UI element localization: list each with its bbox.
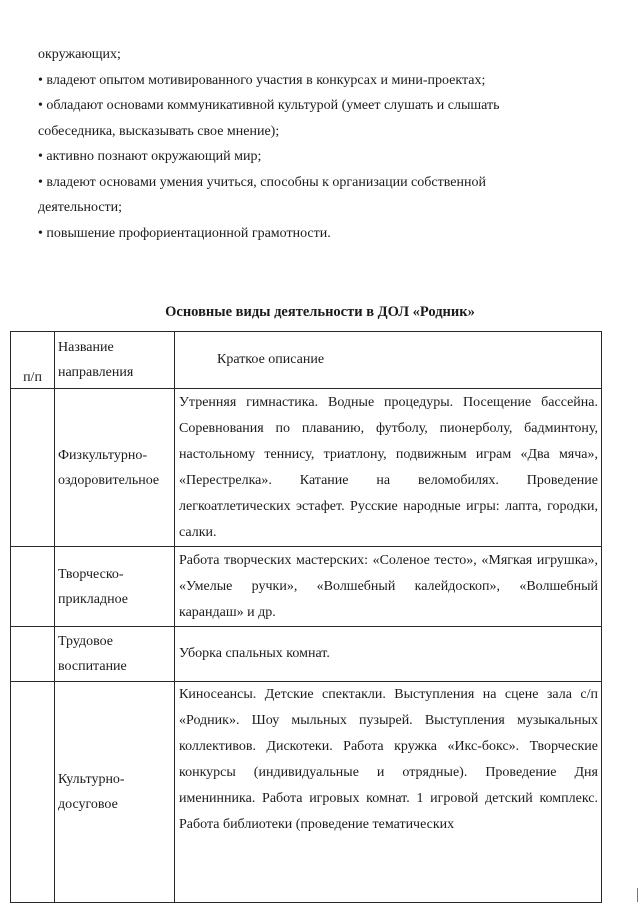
scan-edge-mark <box>637 888 638 902</box>
table-header-row <box>11 332 602 389</box>
intro-line: • активно познают окружающий мир; <box>38 149 262 164</box>
activities-table <box>10 331 602 903</box>
header-description: Краткое описание <box>175 332 602 389</box>
direction-line: воспитание <box>58 659 127 674</box>
direction-cell <box>55 389 175 547</box>
direction-line: Трудовое <box>58 634 113 649</box>
intro-line: собеседника, высказывать свое мнение); <box>38 123 280 139</box>
header-direction-line: Название <box>58 340 114 355</box>
intro-text <box>38 42 598 246</box>
description-cell: Работа творческих мастерских: «Соленое тесто», «Мягкая игрушка», «Умелые ручки», «Волшебный калейдоскоп», «Волшебный карандаш» и др. <box>175 547 602 627</box>
intro-line: • владеют основами умения учиться, способны к организации собственной <box>38 174 486 190</box>
direction-cell <box>55 627 175 682</box>
table-row <box>11 682 602 903</box>
row-num-cell <box>11 547 55 627</box>
direction-line: Культурно- <box>58 772 125 787</box>
direction-line: Физкультурно- <box>58 447 147 463</box>
intro-line: • обладают основами коммуникативной культурой (умеет слушать и слышать <box>38 98 500 113</box>
direction-line: досуговое <box>58 797 118 812</box>
header-direction-line: направления <box>58 365 134 380</box>
header-direction <box>55 332 175 389</box>
table-row <box>11 547 602 627</box>
intro-line: деятельности; <box>38 200 123 215</box>
table-row <box>11 389 602 547</box>
description-cell: Утренняя гимнастика. Водные процедуры. Посещение бассейна. Соревнования по плаванию, футболу, пионерболу, бадминтону, настольному теннису, триатлону, подвижным играм «Два мяча», «Перестрелка». Катание на веломобилях. Проведение легкоатлетических эстафет. Русские народные игры: лапта, городки, салки. <box>175 389 602 547</box>
intro-line: • владеют опытом мотивированного участия в конкурсах и мини-проектах; <box>38 72 486 88</box>
table-row <box>11 627 602 682</box>
description-cell: Киносеансы. Детские спектакли. Выступления на сцене зала с/п «Родник». Шоу мыльных пузырей. Выступления музыкальных коллективов. Дискотеки. Работа кружка «Икс-бокс». Творческие конкурсы (индивидуальные и отрядные). Проведение Дня именинника. Работа игровых комнат. 1 игровой детский комплекс. Работа библиотеки (проведение тематических <box>175 682 602 903</box>
header-num: п/п <box>11 332 55 389</box>
direction-cell <box>55 682 175 903</box>
intro-line: окружающих; <box>38 47 121 62</box>
direction-line: прикладное <box>58 591 128 607</box>
row-num-cell <box>11 627 55 682</box>
direction-cell <box>55 547 175 627</box>
direction-line: оздоровительное <box>58 472 160 488</box>
direction-line: Творческо- <box>58 566 124 582</box>
intro-line: • повышение профориентационной грамотности. <box>38 225 331 241</box>
row-num-cell <box>11 389 55 547</box>
row-num-cell <box>11 682 55 903</box>
description-cell: Уборка спальных комнат. <box>175 627 602 682</box>
table-title: Основные виды деятельности в ДОЛ «Родник» <box>165 304 475 320</box>
